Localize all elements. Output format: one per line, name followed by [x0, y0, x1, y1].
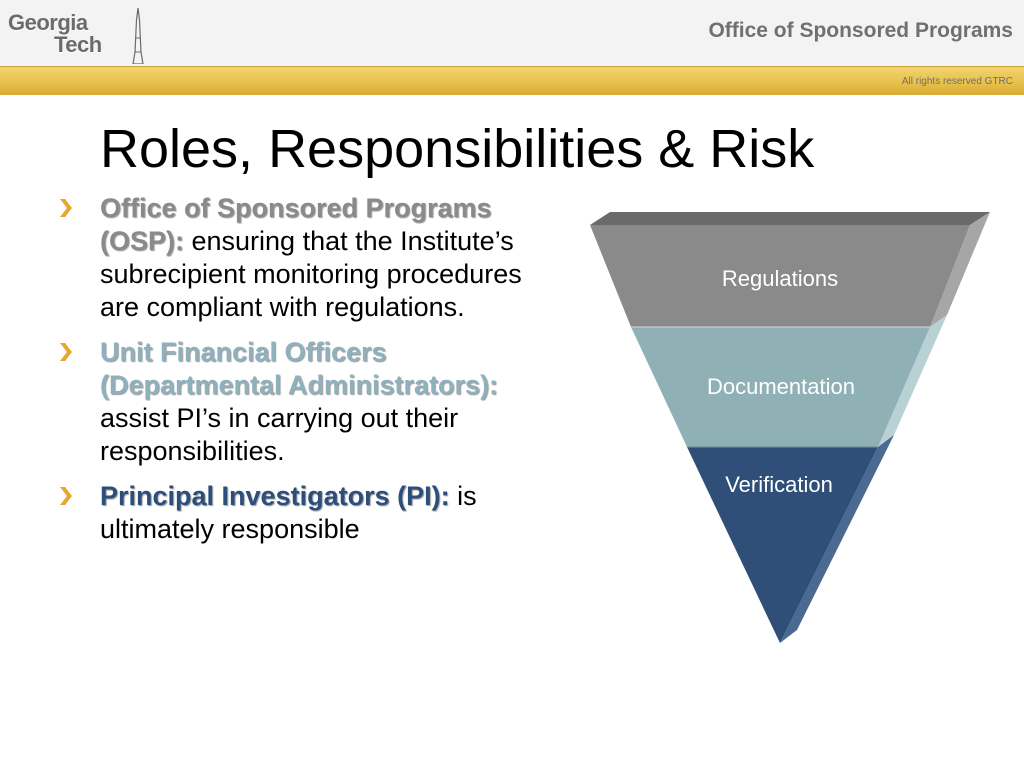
copyright-text: All rights reserved GTRC	[901, 76, 1013, 87]
label-regulations: Regulations	[721, 266, 839, 291]
arrow-bullet-icon	[60, 199, 72, 217]
georgia-tech-logo	[8, 8, 148, 64]
pi-description: is ultimately responsible	[100, 481, 477, 544]
pyramid-top-rim	[590, 212, 990, 225]
osp-term: Office of Sponsored Programs (OSP):	[100, 193, 492, 256]
slide-title: Roles, Responsibilities & Risk	[100, 119, 815, 179]
bullet-unit-financial-officers	[60, 336, 540, 468]
osp-description: ensuring that the Institute’s subrecipient monitoring procedures are compliant with regulations.	[100, 226, 522, 322]
label-verification: Verification	[725, 472, 833, 497]
gold-banner	[0, 66, 1024, 95]
office-title: Office of Sponsored Programs	[708, 19, 1013, 42]
bullet-principal-investigators	[60, 480, 540, 546]
ufo-description: assist PI’s in carrying out their responsibilities.	[100, 403, 459, 466]
arrow-bullet-icon	[60, 343, 72, 361]
bullet-osp	[60, 192, 540, 324]
logo-text-tech: Tech	[54, 32, 102, 57]
arrow-bullet-icon	[60, 487, 72, 505]
header-bar	[0, 0, 1024, 66]
pi-term: Principal Investigators (PI):	[100, 481, 450, 511]
risk-pyramid-diagram	[585, 205, 995, 650]
tech-tower-icon	[130, 8, 146, 64]
bullet-list	[60, 192, 540, 558]
logo-text-georgia: Georgia	[8, 10, 88, 35]
ufo-term: Unit Financial Officers (Departmental Administrators):	[100, 337, 499, 400]
label-documentation: Documentation	[707, 374, 855, 399]
